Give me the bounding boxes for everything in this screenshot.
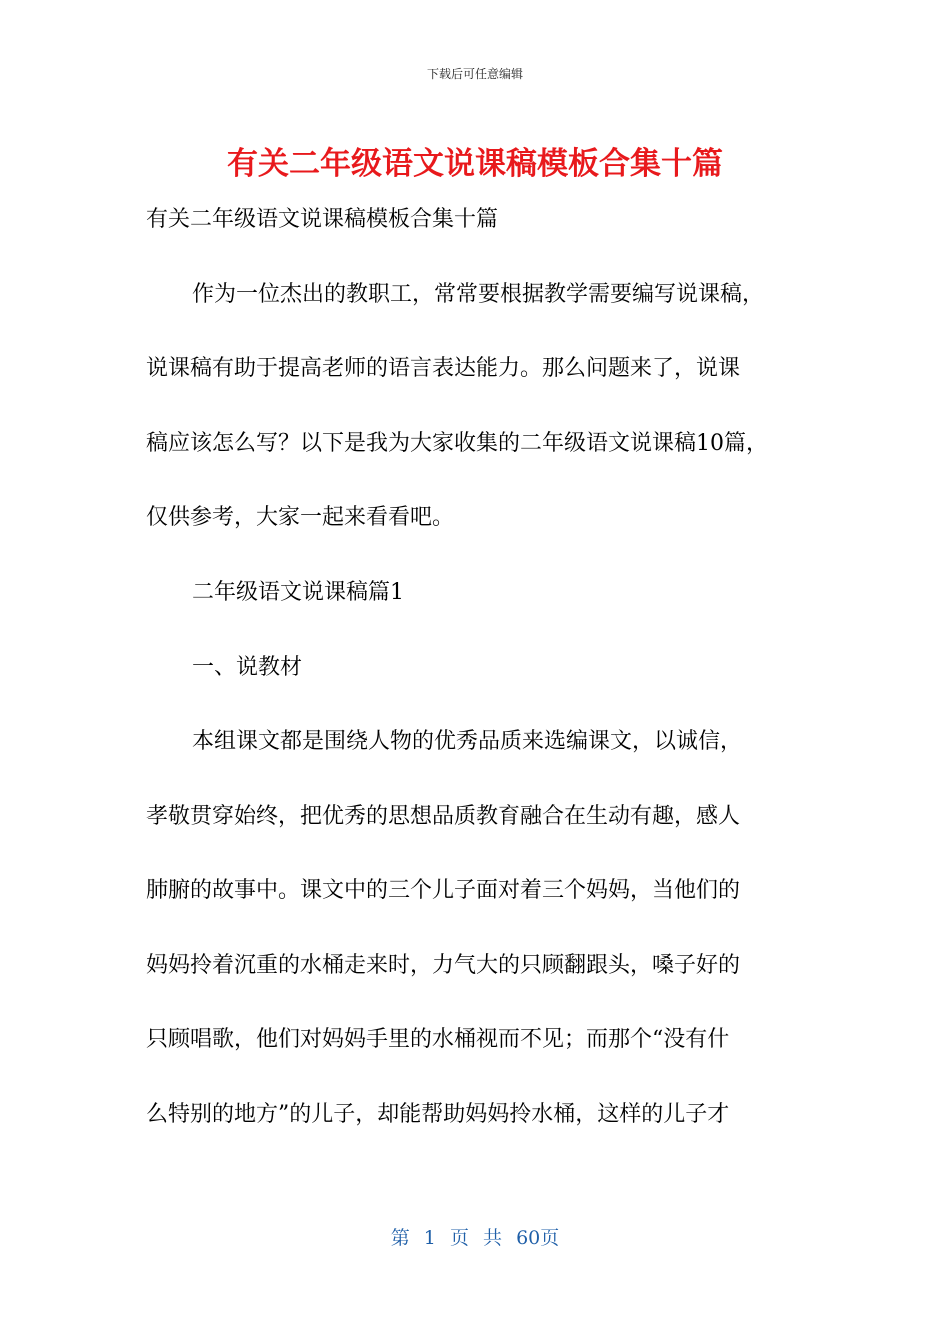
page-header-note: 下载后可任意编辑 [426,67,523,81]
paragraph-line: 仅供参考，大家一起来看看吧。 [146,505,455,530]
paragraph-line: 肺腑的故事中。课文中的三个儿子面对着三个妈妈，当他们的 [146,878,741,903]
paragraph-line: 孝敬贯穿始终，把优秀的思想品质教育融合在生动有趣，感人 [146,804,741,829]
paragraph-line: 本组课文都是围绕人物的优秀品质来选编课文，以诚信， [192,729,743,754]
footer-label-di: 第 [390,1227,410,1249]
paragraph-line: 妈妈拎着沉重的水桶走来时，力气大的只顾翻跟头，嗓子好的 [146,953,741,978]
paragraph-line: 稿应该怎么写？以下是我为大家收集的二年级语文说课稿10篇， [146,431,768,456]
footer-label-ye: 页 [449,1227,469,1249]
paragraph-line: 作为一位杰出的教职工，常常要根据教学需要编写说课稿， [192,282,765,307]
footer-label-gong: 共 [483,1227,503,1249]
subtitle-line: 有关二年级语文说课稿模板合集十篇 [146,207,499,232]
page-footer [0,1225,950,1251]
paragraph-line: 说课稿有助于提高老师的语言表达能力。那么问题来了，说课 [146,356,741,381]
subsection-heading: 一、说教材 [192,655,303,680]
document-title: 有关二年级语文说课稿模板合集十篇 [227,146,723,182]
section-heading: 二年级语文说课稿篇1 [192,580,404,605]
footer-page-number: 1 [423,1227,436,1249]
paragraph-line: 只顾唱歌，他们对妈妈手里的水桶视而不见；而那个“没有什 [146,1027,730,1052]
footer-total-pages: 60页 [516,1227,560,1249]
paragraph-line: 么特别的地方”的儿子，却能帮助妈妈拎水桶，这样的儿子才 [146,1102,730,1127]
